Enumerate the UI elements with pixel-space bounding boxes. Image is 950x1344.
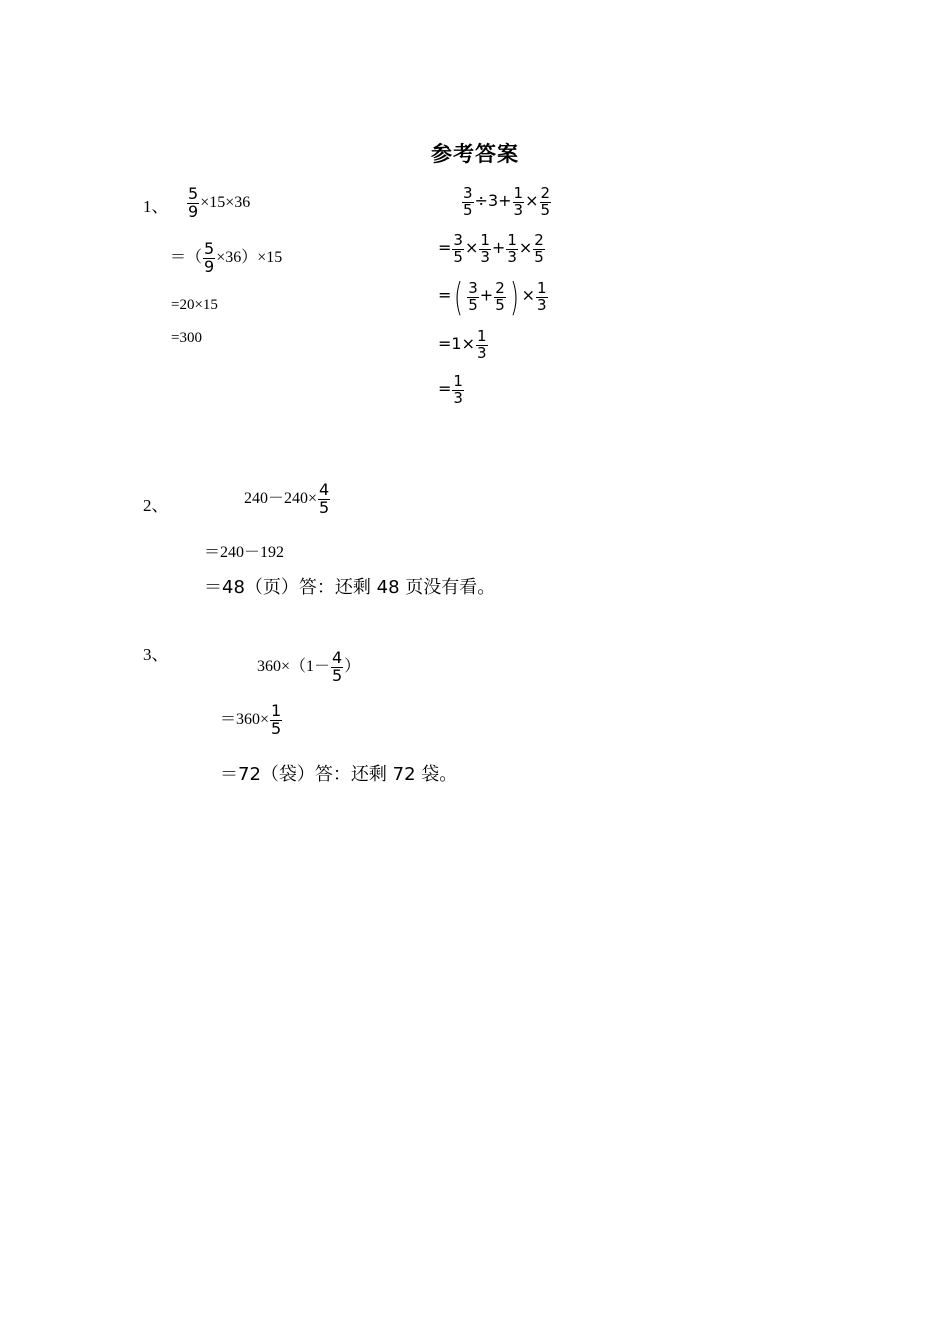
q1-left-line-2: ＝（ $\frac{5}{9}$ ×36）×15 (170, 239, 283, 276)
fraction: $\frac{5}{9}$ (188, 184, 199, 221)
question-2-label: 2、 (143, 496, 169, 515)
q1-right-line-3: =( $\frac{3}{5}$ + $\frac{2}{5}$ ) × $\frac{1}{3}$ (438, 275, 547, 319)
question-1-label: 1、 (143, 197, 169, 216)
q1-right-line-4: =1× $\frac{1}{3}$ (438, 327, 487, 362)
q3-line-3: ＝72（袋）答：还剩 72 袋。 (220, 764, 458, 785)
q2-line-1: 240－240× $\frac{4}{5}$ (244, 480, 330, 517)
q1-right-line-2: = $\frac{3}{5}$ × $\frac{1}{3}$ + $\frac{1}{3}$ × $\frac{2}{5}$ (438, 231, 544, 266)
q1-right-line-1: $\frac{3}{5}$ ÷3+ $\frac{1}{3}$ × $\frac{2}{5}$ (463, 184, 551, 219)
question-3-label: 3、 (143, 645, 169, 664)
q2-line-2: ＝240－192 (204, 544, 285, 561)
q2-line-3: ＝48（页）答：还剩 48 页没有看。 (204, 577, 496, 598)
q1-left-line-4: =300 (171, 330, 202, 346)
q3-line-2: ＝360× $\frac{1}{5}$ (220, 701, 282, 738)
q1-left-line-3: =20×15 (171, 297, 218, 313)
q3-line-1: 360×（1－ $\frac{4}{5}$ ） (257, 648, 361, 685)
page-title: 参考答案 (431, 142, 519, 166)
q1-right-line-5: = $\frac{1}{3}$ (438, 372, 463, 407)
q1-left-line-1: $\frac{5}{9}$ ×15×36 (188, 184, 251, 221)
fraction: $\frac{5}{9}$ (204, 239, 215, 276)
